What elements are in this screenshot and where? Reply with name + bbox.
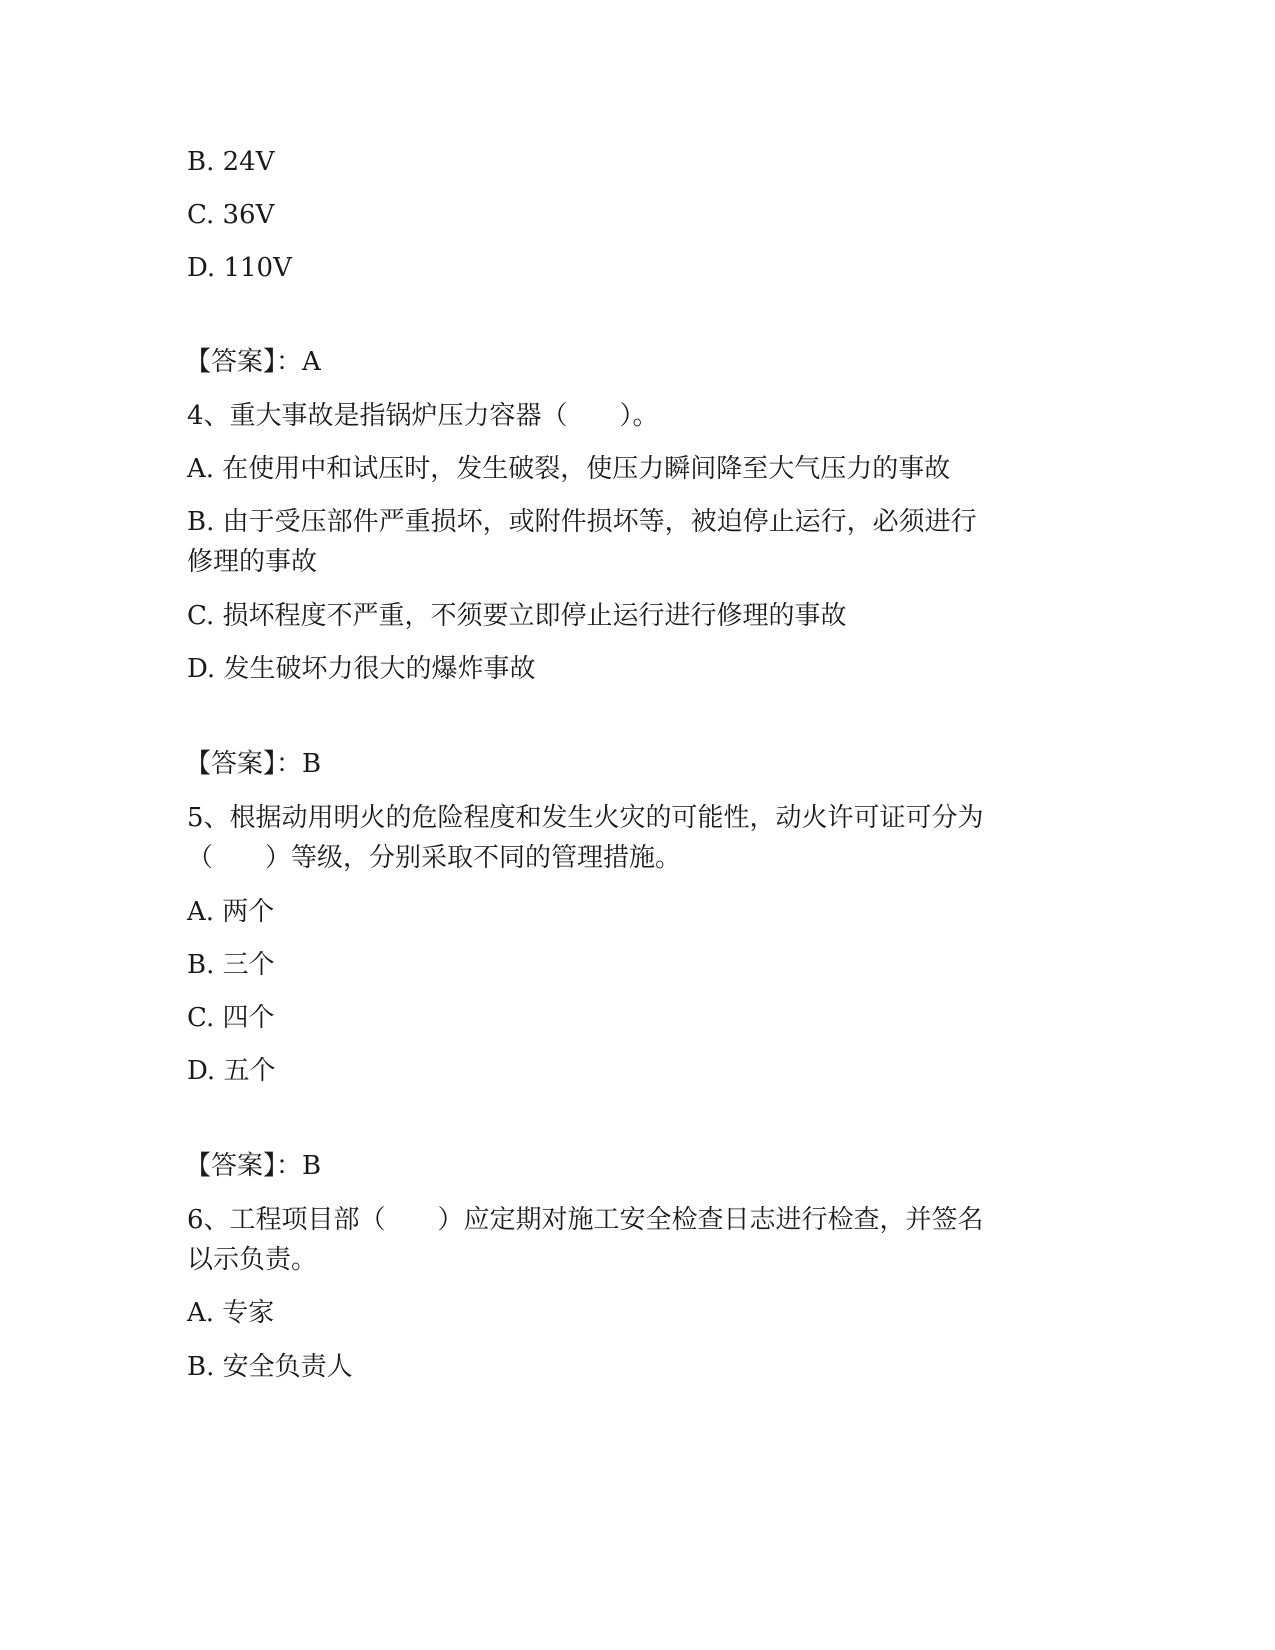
q3-option-b: B. 24V [187, 147, 275, 177]
q5-option-b: B. 三个 [187, 950, 275, 980]
q3-option-c: C. 36V [187, 200, 275, 230]
q4-option-a: A. 在使用中和试压时，发生破裂，使压力瞬间降至大气压力的事故 [187, 454, 951, 484]
q5-option-c: C. 四个 [187, 1003, 275, 1033]
q3-option-d: D. 110V [187, 253, 292, 283]
q5-option-d: D. 五个 [187, 1056, 276, 1086]
q4-option-c: C. 损坏程度不严重，不须要立即停止运行进行修理的事故 [187, 601, 847, 631]
q4-option-b: B. 由于受压部件严重损坏，或附件损坏等，被迫停止运行，必须进行 [187, 507, 977, 537]
q5-stem-continuation: （ ）等级，分别采取不同的管理措施。 [187, 843, 682, 873]
q5-answer: 【答案】：B [185, 1151, 322, 1181]
q3-answer: 【答案】：A [185, 347, 321, 377]
q6-stem: 6、工程项目部（ ）应定期对施工安全检查日志进行检查，并签名 [187, 1205, 984, 1235]
q5-stem: 5、根据动用明火的危险程度和发生火灾的可能性，动火许可证可分为 [187, 803, 984, 833]
q6-option-b: B. 安全负责人 [187, 1352, 353, 1382]
q4-stem: 4、重大事故是指锅炉压力容器（ ）。 [187, 401, 659, 431]
q5-option-a: A. 两个 [187, 897, 275, 927]
q4-answer: 【答案】：B [185, 749, 322, 779]
q4-option-d: D. 发生破坏力很大的爆炸事故 [187, 654, 536, 684]
q6-option-a: A. 专家 [187, 1298, 275, 1328]
q4-option-b-continuation: 修理的事故 [187, 547, 318, 577]
q6-stem-continuation: 以示负责。 [187, 1245, 318, 1275]
